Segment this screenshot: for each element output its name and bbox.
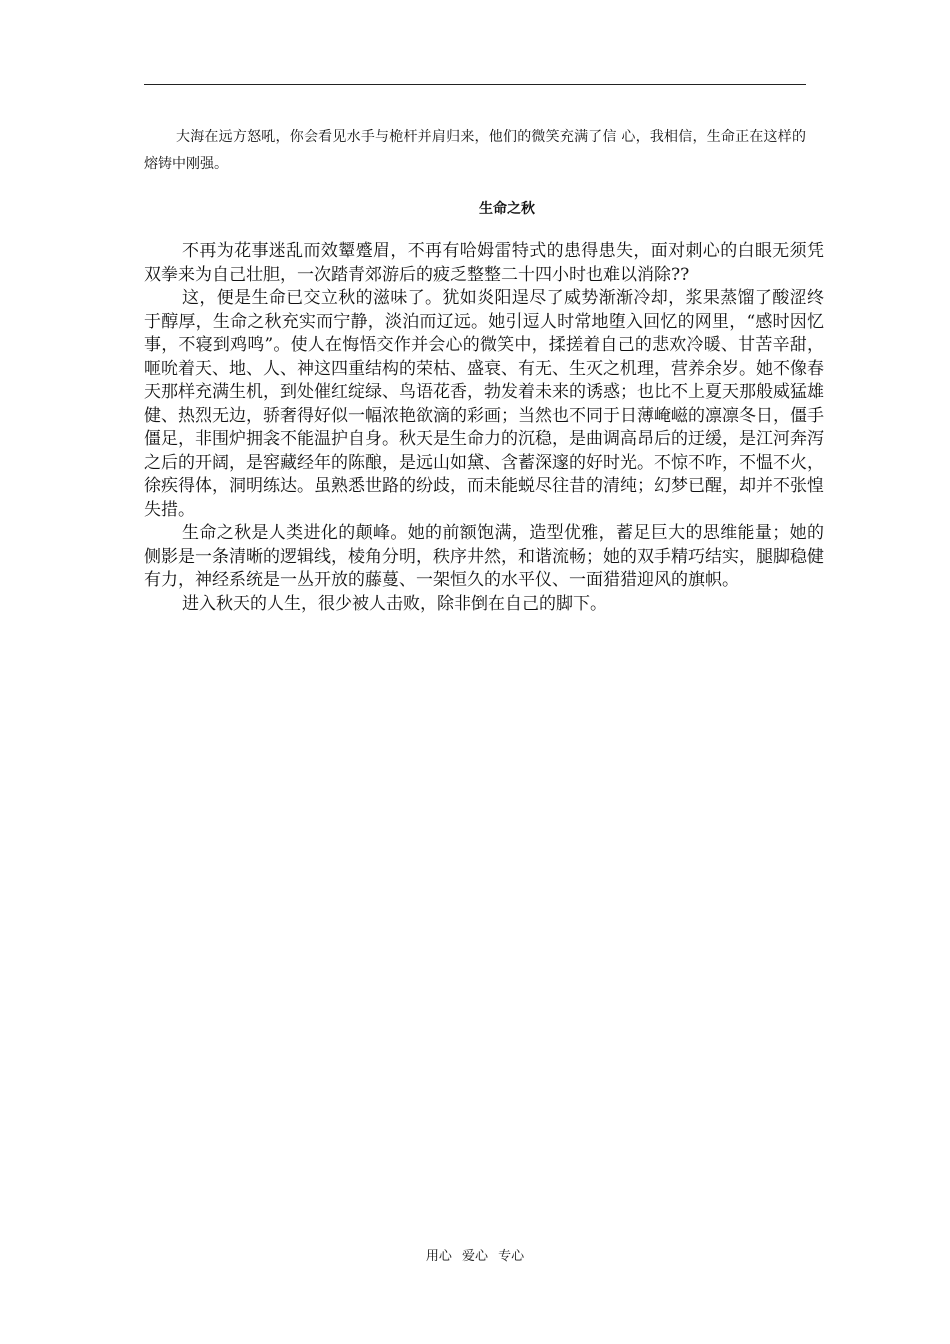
intro-paragraph: 大海在远方怒吼，你会看见水手与桅杆并肩归来，他们的微笑充满了信 心，我相信，生命正在这样的熔铸中刚强。 [144, 129, 806, 172]
article-paragraph: 不再为花事迷乱而效颦蹙眉，不再有哈姆雷特式的患得患失，面对刺心的白眼无须凭双拳来为自己壮胆，一次踏青郊游后的疲乏整整二十四小时也难以消除?? [144, 241, 824, 285]
article-paragraph: 生命之秋是人类进化的颠峰。她的前额饱满，造型优雅，蓄足巨大的思维能量；她的侧影是一条清晰的逻辑线，棱角分明，秩序井然，和谐流畅；她的双手精巧结实，腿脚稳健有力，神经系统是一丛开放的藤蔓、一架恒久的水平仪、一面猎猎迎风的旗帜。 [144, 523, 824, 590]
page-footer: 用心 爱心 专心 [425, 1249, 525, 1264]
article-paragraph: 进入秋天的人生，很少被人击败，除非倒在自己的脚下。 [182, 593, 607, 614]
article-body [144, 240, 824, 616]
header-rule [144, 84, 806, 85]
article-paragraph: 这，便是生命已交立秋的滋味了。犹如炎阳逞尽了威势渐渐冷却，浆果蒸馏了酸涩终于醇厚，生命之秋充实而宁静，淡泊而辽远。她引逗人时常地堕入回忆的网里，“感时因忆事，不寝到鸡鸣”。使人在悔悟交作并会心的微笑中，揉搓着自己的悲欢冷暖、甘苦辛甜，咂吮着天、地、人、神这四重结构的荣枯、盛衰、有无、生灭之机理，营养余岁。她不像春天那样充满生机，到处催红绽绿、鸟语花香，勃发着未来的诱惑；也比不上夏天那般威猛雄健、热烈无边，骄奢得好似一幅浓艳欲滴的彩画；当然也不同于日薄崦嵫的凛凛冬日，僵手僵足，非围炉拥衾不能温护自身。秋天是生命力的沉稳，是曲调高昂后的迂缓，是江河奔泻之后的开阔，是窖藏经年的陈酿，是远山如黛、含蓄深邃的好时光。不惊不咋，不愠不火，徐疾得体，洞明练达。虽熟悉世路的纷歧，而未能蜕尽往昔的清纯；幻梦已醒，却并不张惶失措。 [144, 288, 824, 520]
article-title: 生命之秋 [479, 201, 535, 217]
